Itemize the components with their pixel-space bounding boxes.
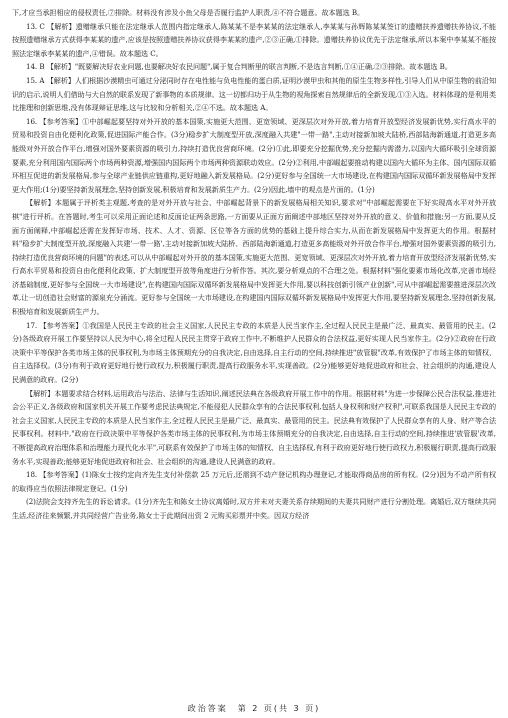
answer-16-analysis: 【解析】本题属于评析类主观题,考查的是对外开放与社会、中部崛起背景下的新发展格局相关知识,要求对"中部崛起需要在下好实现高水平对外开放棋"进行评析。在答题时,考生可以采用正面论述和反面论证两条思路,一方面要从正面方面阐述中部地区坚持对外开放的意义、价值和措施;另一方面,要从反面方面阐释,中部崛起还需在发挥好市场、技术、人才、资源、区位等各方面的优势的基础上提升综合实力,从而在新发展格局中发挥更大的作用。根据材料"稳步扩大制度型开放,深度融入共建'一带一路',主动对接新加坡大陆桥、西部陆海新通道,打造更多高能级对外开放合作平台,增强对国外要素资源的吸引力,持续打造优良营商环境的问题"的表述,可以从中部崛起对外开放的基本国策,实施更大范围、更宽领域、更深层次对外开放,着力培育开放型经济发展新优势,实行高水平贸易和投资自由化便利化政策、扩大制度型开放等角度进行分析作答。其次,要分析观点的不合理之处。根据材料"强化要素市场化改革,完善市场经济基础制度,更好参与全国统一大市场建设",在构建国内国际双循环新发展格局中发挥更大作用,要以科技创新引领产业创新",可从中部崛起需要推进深层次改革,让一切创造社会财富的源泉充分涌流。更好参与全国统一大市场建设,在构建国内国际双循环新发展格局中发挥更大作用,要坚持新发展理念,坚持创新发展,积极培育和发展新质生产力。: [12, 198, 496, 317]
answer-13: 13. C 【解析】遗赠继承只能在法定继承人范围内指定继承人,陈某某不是李某某的法定继承人,李某某与孙辉陈某某签订的遗赠扶养遗赠扶养协议,不能按照遗赠继承方式获得李某某的遗产,应该是按照遗赠扶养协议获得李某某的遗产,②③正确,①排除。遗赠扶养协议优先于法定继承,所以本案中李某某不能按照法定继承李某某的遗产,④错误。故本题选 C。: [12, 21, 496, 58]
answer-14: 14. B 【解析】"既要解决好农业问题,也要解决好农民问题",属于复合判断里的联言判断,不是选言判断,①④正确,②③排除。故本题选 B。: [26, 62, 452, 72]
answer-17-reference: 17. 【参考答案】①我国是人民民主专政的社会主义国家,人民民主专政的本质是人民当家作主,全过程人民民主是最广泛、最真实、最管用的民主。(2分)各级政府开展工作要坚持以人民为中心,将全过程人民民主贯穿于政府工作中,不断维护人民群众的合法权益,更好实现人民当家作主。(2分)②政府在行政决策中平等保护各类市场主体的民事权利,为市场主体预期充分的自我决定,自由选择,自主行动的空间,持续推进"放管服"改革,有效保护了市场主体的知情权、自主选择权。(3分)有利于政府更好地行使行政权力,积极履行职责,提高行政服务水平,实现善政。(2分)能够更好地促进政府和社会、社会组织的沟通,建设人民满意的政府。(2分): [12, 320, 496, 385]
paragraph-continuation: 下,才应当承担相应的侵权责任,⑦排除。材料没有涉及小鱼父母是否履行监护人职责,④不符合题意。故本题选 B。: [12, 8, 365, 17]
answer-15: 15. A 【解析】人们根据沙漠精虫可通过分泌同时存在电性能与负电性能的蛋白质,证明沙漠甲虫和其他的原生生物多样性,引导人们从中原生物的前沿知识的启示,说明人们借助与大自然的联系发现了新事物的本质规律。这一切都归功于从生物的视角探索自然规律后的全新发现,①③入选。材料体现的是利用类比推理和创新思维,没有体现辩证思维,这与比较和分析相关,②④不选。故本题选 A。: [12, 75, 496, 113]
answer-17-analysis: 【解析】本题要求结合材料,运用政治与法治、法律与生活知识,阐述民法典在各级政府开展工作中的作用。根据材料"为进一步保障公民合法权益,推进社会公平正义,各级政府和国家机关开展工作要考虑民法典规定,不能侵犯人民群众享有的合法民事权利,包括人身权利和财产权利",可联系我国是人民民主专政的社会主义国家,人民民主专政的本质是人民当家作主,全过程人民民主是最广泛、最真实、最管用的民主。民法典有效保护了人民群众享有的人身、财产等合法民事权利。材料中,"政府在行政决策中平等保护各类市场主体的民事权利,为市场主体预期充分的自我决定,自由选择,自主行动的空间,持续推进'放管服'改革,不断提高政府治理体系和治理能力现代化水平",可联系有效保护了市场主体的知情权、自主选择权,有利于政府更好地行使行政权力,积极履行职责,提高行政服务水平,实现善政;能够更好地促进政府和社会、社会组织的沟通,建设人民满意的政府。: [12, 388, 496, 466]
answer-18-part-2: (2)法院会支持齐先生的诉讼请求。(1分)齐先生和陈女士协议离婚时,双方并未对夫妻关系存续期间的夫妻共同财产进行分割处理。离婚后,双方继续共同生活,经济往来频繁,并共同经营广告业务,陈女士于此期间出资 2 元购买彩票并中奖。因双方经济: [12, 497, 496, 520]
answer-18-part-1: 18. 【参考答案】(1)陈女士按约定向齐先生支付补偿款 25 万元后,还需到不动产登记机构办理登记,才能取得商品房的所有权。(2分)因为不动产所有权的取得应当依照法律规定登记。(1分): [12, 470, 496, 493]
answer-16-reference: 16. 【参考答案】①中部崛起要坚持对外开放的基本国策,实施更大范围、更宽领域、更深层次对外开放,着力培育开放型经济发展新优势,实行高水平的贸易和投资自由化便利化政策,促进国际产能合作。(3分)稳步扩大制度型开放,深度融入共建"一带一路",主动对接新加坡大陆桥,西部陆海新通道,打造更多高能级对外开放合作平台,增强对国外要素资源的吸引力,持续打造优良营商环境。(2分)①此,即要充分挖掘优势,充分挖掘内需潜力,以国内大循环吸引全球资源要素,充分利用国内国际两个市场两种资源,增强国内国际两个市场两种资源联动效应。(2分)②利用,中部崛起要推动构建以国内大循环为主体、国内国际双循环相互促进的新发展格局,参与全球产业链供应链重构,更好地融入新发展格局。(2分)更好参与全国统一大市场建设,在构建国内国际双循环新发展格局中发挥更大作用;(1分)要坚持新发展理念,坚持创新发展,积极培育和发展新质生产力。(2分)因此,墙中的观点是片面的。(1分): [12, 116, 496, 194]
page-footer: 政治答案 第 2 页(共 3 页): [187, 704, 321, 713]
